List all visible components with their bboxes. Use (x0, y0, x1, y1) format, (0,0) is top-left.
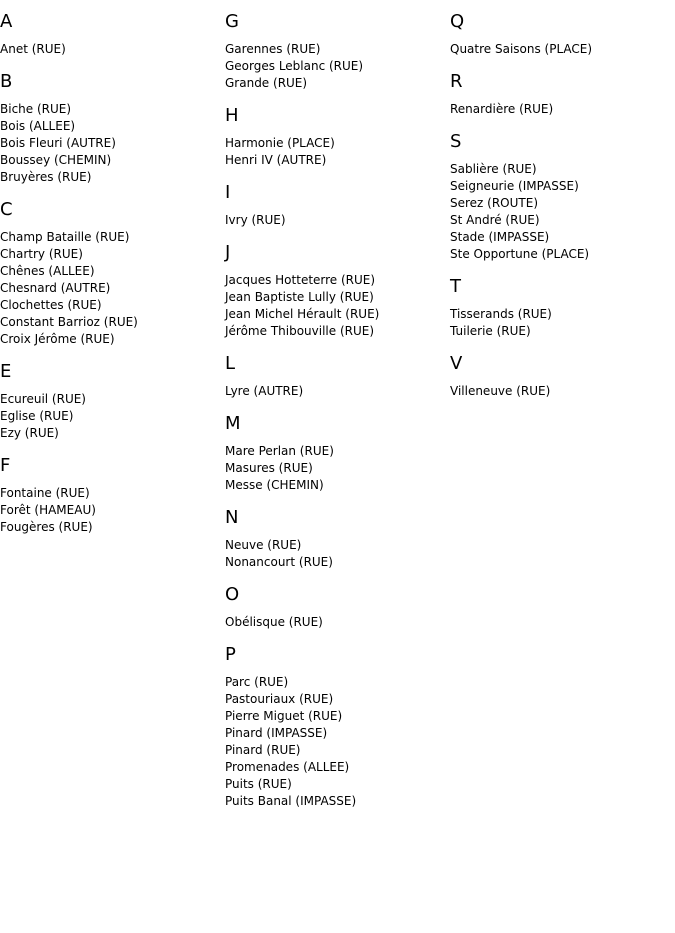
street-link[interactable]: Chartry (RUE) (0, 247, 83, 261)
letter-section-j (225, 242, 445, 340)
index-column-1 (0, 11, 220, 549)
street-link[interactable]: Pierre Miguet (RUE) (225, 709, 343, 723)
street-link[interactable]: Tuilerie (RUE) (450, 324, 531, 338)
letter-heading: N (225, 507, 239, 528)
letter-heading: L (225, 353, 236, 374)
street-link[interactable]: Mare Perlan (RUE) (225, 444, 334, 458)
letter-heading: E (0, 361, 12, 382)
street-link[interactable]: Ivry (RUE) (225, 213, 286, 227)
street-link[interactable]: Anet (RUE) (0, 42, 66, 56)
street-link[interactable]: Clochettes (RUE) (0, 298, 102, 312)
street-link[interactable]: Ecureuil (RUE) (0, 392, 86, 406)
letter-section-l (225, 353, 445, 400)
letter-section-m (225, 413, 445, 494)
street-link[interactable]: Puits Banal (IMPASSE) (225, 794, 357, 808)
street-list (450, 41, 670, 58)
street-link[interactable]: Champ Bataille (RUE) (0, 230, 130, 244)
street-link[interactable]: Renardière (RUE) (450, 102, 554, 116)
street-link[interactable]: Eglise (RUE) (0, 409, 74, 423)
street-list (225, 443, 445, 494)
street-link[interactable]: Messe (CHEMIN) (225, 478, 324, 492)
street-list (225, 41, 445, 92)
street-link[interactable]: Constant Barrioz (RUE) (0, 315, 138, 329)
street-link[interactable]: Georges Leblanc (RUE) (225, 59, 364, 73)
street-link[interactable]: Lyre (AUTRE) (225, 384, 304, 398)
street-list (225, 135, 445, 169)
letter-heading: M (225, 413, 241, 434)
street-link[interactable]: Pinard (RUE) (225, 743, 301, 757)
street-list (0, 229, 220, 348)
street-list (450, 383, 670, 400)
letter-heading: G (225, 11, 239, 32)
street-link[interactable]: Grande (RUE) (225, 76, 308, 90)
street-link[interactable]: Nonancourt (RUE) (225, 555, 333, 569)
letter-section-s (450, 131, 670, 263)
letter-heading: O (225, 584, 240, 605)
letter-section-b (0, 71, 220, 186)
street-link[interactable]: Bois Fleuri (AUTRE) (0, 136, 116, 150)
street-link[interactable]: Forêt (HAMEAU) (0, 503, 96, 517)
street-link[interactable]: Stade (IMPASSE) (450, 230, 550, 244)
letter-section-p (225, 644, 445, 810)
letter-section-h (225, 105, 445, 169)
letter-heading: T (450, 276, 461, 297)
letter-section-n (225, 507, 445, 571)
street-link[interactable]: Tisserands (RUE) (450, 307, 552, 321)
street-list (225, 272, 445, 340)
street-link[interactable]: Jacques Hotteterre (RUE) (225, 273, 376, 287)
letter-heading: V (450, 353, 463, 374)
street-link[interactable]: Quatre Saisons (PLACE) (450, 42, 593, 56)
letter-section-q (450, 11, 670, 58)
letter-section-o (225, 584, 445, 631)
letter-heading: P (225, 644, 236, 665)
street-list (0, 485, 220, 536)
street-list (0, 41, 220, 58)
street-link[interactable]: Pastouriaux (RUE) (225, 692, 334, 706)
street-list (450, 101, 670, 118)
street-link[interactable]: Villeneuve (RUE) (450, 384, 551, 398)
letter-section-i (225, 182, 445, 229)
street-list (225, 537, 445, 571)
letter-heading: J (225, 242, 231, 263)
street-link[interactable]: Puits (RUE) (225, 777, 292, 791)
letter-heading: C (0, 199, 13, 220)
index-column-2 (225, 11, 445, 823)
street-link[interactable]: Masures (RUE) (225, 461, 313, 475)
letter-heading: S (450, 131, 462, 152)
letter-section-v (450, 353, 670, 400)
street-list (225, 674, 445, 810)
letter-section-g (225, 11, 445, 92)
street-link[interactable]: Bruyères (RUE) (0, 170, 92, 184)
letter-heading: F (0, 455, 11, 476)
street-list (0, 101, 220, 186)
street-link[interactable]: Promenades (ALLEE) (225, 760, 350, 774)
street-link[interactable]: Biche (RUE) (0, 102, 72, 116)
street-link[interactable]: Fougères (RUE) (0, 520, 93, 534)
letter-heading: H (225, 105, 239, 126)
street-list (450, 306, 670, 340)
street-link[interactable]: Harmonie (PLACE) (225, 136, 335, 150)
index-column-3 (450, 11, 670, 413)
street-list (0, 391, 220, 442)
street-link[interactable]: Bois (ALLEE) (0, 119, 76, 133)
letter-heading: I (225, 182, 231, 203)
letter-heading: Q (450, 11, 465, 32)
street-link[interactable]: Serez (ROUTE) (450, 196, 539, 210)
street-link[interactable]: Seigneurie (IMPASSE) (450, 179, 579, 193)
street-link[interactable]: Sablière (RUE) (450, 162, 537, 176)
letter-section-r (450, 71, 670, 118)
street-link[interactable]: Fontaine (RUE) (0, 486, 90, 500)
street-link[interactable]: Henri IV (AUTRE) (225, 153, 327, 167)
letter-section-e (0, 361, 220, 442)
letter-section-c (0, 199, 220, 348)
letter-section-a (0, 11, 220, 58)
street-list (225, 212, 445, 229)
street-link[interactable]: Jérôme Thibouville (RUE) (225, 324, 375, 338)
letter-heading: A (0, 11, 13, 32)
street-link[interactable]: St André (RUE) (450, 213, 540, 227)
street-list (450, 161, 670, 263)
street-link[interactable]: Boussey (CHEMIN) (0, 153, 112, 167)
street-link[interactable]: Obélisque (RUE) (225, 615, 323, 629)
street-link[interactable]: Chesnard (AUTRE) (0, 281, 111, 295)
street-link[interactable]: Neuve (RUE) (225, 538, 302, 552)
street-link[interactable]: Garennes (RUE) (225, 42, 321, 56)
street-link[interactable]: Ezy (RUE) (0, 426, 59, 440)
street-list (225, 383, 445, 400)
letter-section-f (0, 455, 220, 536)
street-link[interactable]: Jean Baptiste Lully (RUE) (225, 290, 374, 304)
letter-heading: R (450, 71, 463, 92)
street-link[interactable]: Pinard (IMPASSE) (225, 726, 328, 740)
street-list (225, 614, 445, 631)
street-link[interactable]: Croix Jérôme (RUE) (0, 332, 115, 346)
street-link[interactable]: Jean Michel Hérault (RUE) (225, 307, 380, 321)
street-link[interactable]: Ste Opportune (PLACE) (450, 247, 590, 261)
street-link[interactable]: Parc (RUE) (225, 675, 289, 689)
letter-heading: B (0, 71, 13, 92)
letter-section-t (450, 276, 670, 340)
street-link[interactable]: Chênes (ALLEE) (0, 264, 95, 278)
